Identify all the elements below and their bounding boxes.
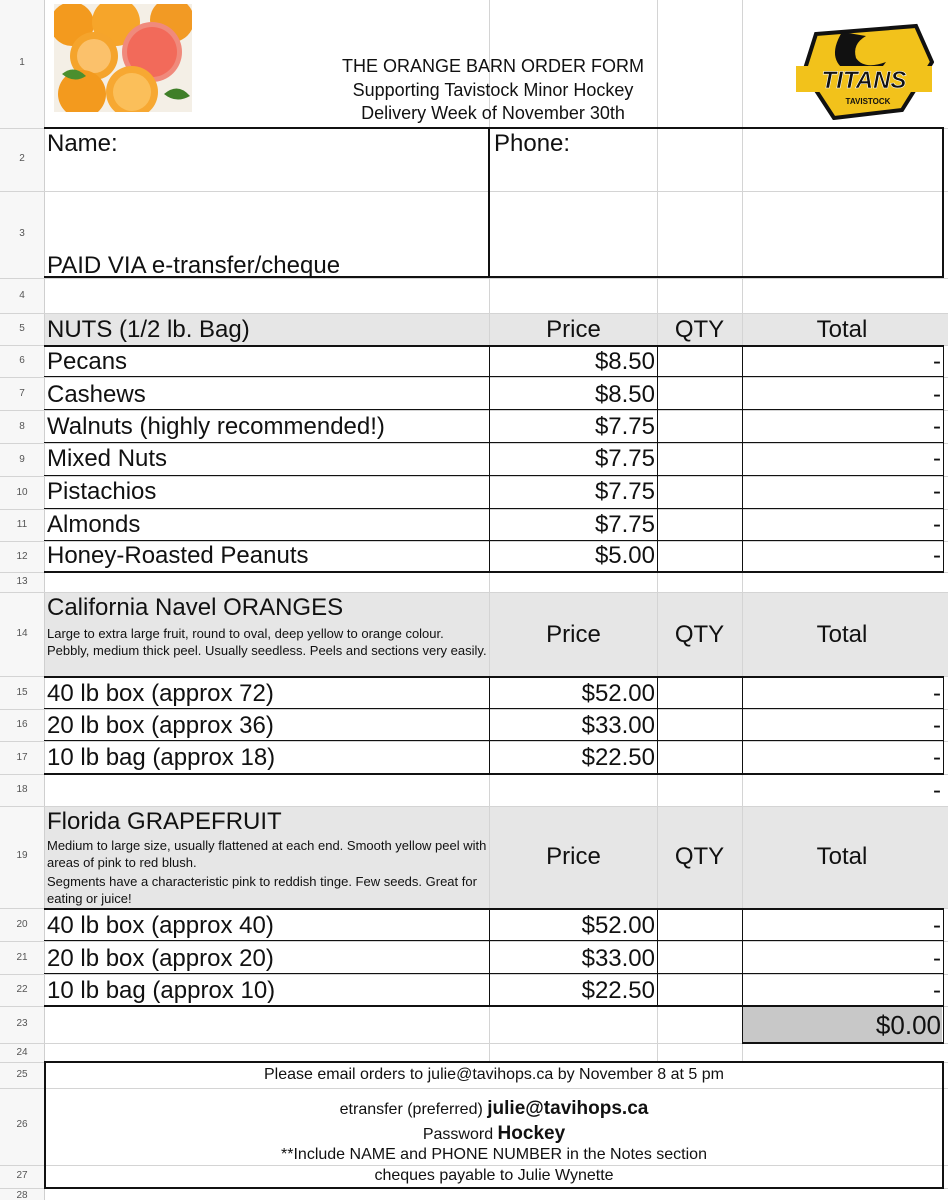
row-number: 8 [19,421,25,432]
titans-logo [794,22,934,120]
item-total: - [933,744,941,771]
price-column-header: Price [546,621,601,648]
oranges-description: Large to extra large fruit, round to oval, deep yellow to orange colour. Pebbly, medium thick peel. Usually seedless. Peels and sections very easily. [47,626,487,658]
row-number: 15 [16,687,28,698]
form-subtitle: Supporting Tavistock Minor Hockey [352,80,634,100]
paid-via-label: PAID VIA e-transfer/cheque [47,252,341,279]
qty-input[interactable] [658,741,742,773]
item-name: 20 lb box (approx 36) [47,712,274,739]
name-label: Name: [47,130,118,157]
logo-text: TITANS [821,67,907,94]
qty-input[interactable] [658,910,742,940]
etransfer-line [46,1098,942,1120]
qty-input[interactable] [658,444,742,475]
delivery-week: Delivery Week of November 30th [361,103,625,123]
row-number: 16 [16,719,28,730]
row-number: 2 [19,153,25,164]
grapefruit-description-1: Medium to large size, usually flattened at each end. Smooth yellow peel with areas of pink to red blush. [47,838,487,870]
item-total: - [933,712,941,739]
item-name: Mixed Nuts [47,445,168,472]
item-name: 40 lb box (approx 72) [47,680,274,707]
row-number: 19 [16,850,28,861]
item-total: - [933,413,941,440]
total-column-header: Total [816,316,868,343]
item-price: $22.50 [581,744,655,771]
password-value: Hockey [497,1123,566,1144]
price-column-header: Price [546,316,601,343]
item-price: $33.00 [581,712,655,739]
etransfer-email: julie@tavihops.ca [487,1098,649,1119]
row-number: 12 [16,551,28,562]
price-column-header: Price [546,843,601,870]
item-total: - [933,977,941,1004]
qty-input[interactable] [658,678,742,708]
row-number: 24 [16,1047,28,1058]
row-number: 3 [19,228,25,239]
item-price: $7.75 [594,511,655,538]
row-number: 20 [16,919,28,930]
qty-input[interactable] [658,941,742,973]
qty-column-header: QTY [674,621,725,648]
row-number: 10 [16,487,28,498]
row-number: 27 [16,1170,28,1181]
grapefruit-description-2: Segments have a characteristic pink to reddish tinge. Few seeds. Great for eating or juice! [47,874,477,906]
spacer-total: - [933,777,941,804]
item-total: - [933,478,941,505]
item-name: Walnuts (highly recommended!) [47,413,385,440]
oranges-photo [54,4,192,112]
oranges-section-title: California Navel ORANGES [47,594,344,621]
password-line [46,1123,942,1145]
item-total: - [933,511,941,538]
email-instructions: Please email orders to julie@tavihops.ca by November 8 at 5 pm [263,1066,724,1083]
nuts-section-title: NUTS (1/2 lb. Bag) [47,316,250,343]
item-price: $8.50 [594,348,655,375]
total-column-header: Total [816,621,868,648]
qty-input[interactable] [658,411,742,442]
row-number: 21 [16,952,28,963]
qty-input[interactable] [658,542,742,571]
notes-instructions: **Include NAME and PHONE NUMBER in the Notes section [281,1146,707,1163]
row-number: 25 [16,1069,28,1080]
qty-input[interactable] [658,974,742,1005]
item-price: $7.75 [594,445,655,472]
password-label: Password [422,1126,494,1143]
qty-input[interactable] [658,709,742,740]
row-number: 11 [16,519,28,530]
item-name: 10 lb bag (approx 10) [47,977,276,1004]
item-price: $22.50 [581,977,655,1004]
qty-input[interactable] [658,477,742,508]
name-field[interactable] [47,160,483,250]
phone-label: Phone: [494,130,571,157]
row-number: 14 [16,628,28,639]
logo-subtext: TAVISTOCK [845,97,891,106]
total-column-header: Total [816,843,868,870]
qty-input[interactable] [658,510,742,540]
row-number: 23 [16,1018,28,1029]
qty-column-header: QTY [674,843,725,870]
row-number: 9 [19,454,25,465]
row-number: 5 [19,323,25,334]
item-name: 40 lb box (approx 40) [47,912,274,939]
item-price: $5.00 [594,542,655,569]
row-number: 1 [19,57,25,68]
row-number: 13 [16,576,28,587]
item-name: Pistachios [47,478,157,505]
row-number: 18 [16,784,28,795]
item-price: $7.75 [594,478,655,505]
item-price: $52.00 [581,912,655,939]
item-price: $52.00 [581,680,655,707]
item-name: Pecans [47,348,128,375]
item-name: 10 lb bag (approx 18) [47,744,276,771]
qty-input[interactable] [658,347,742,376]
item-name: Honey-Roasted Peanuts [47,542,309,569]
item-total: - [933,348,941,375]
qty-column-header: QTY [674,316,725,343]
item-name: 20 lb box (approx 20) [47,945,274,972]
form-title: THE ORANGE BARN ORDER FORM [341,56,645,76]
etransfer-label: etransfer (preferred) [339,1101,483,1118]
item-total: - [933,445,941,472]
qty-input[interactable] [658,378,742,409]
row-number: 26 [16,1119,28,1130]
item-total: - [933,912,941,939]
item-total: - [933,381,941,408]
grand-total: $0.00 [875,1010,941,1040]
item-total: - [933,945,941,972]
item-name: Almonds [47,511,141,538]
item-price: $8.50 [594,381,655,408]
item-total: - [933,680,941,707]
row-number: 28 [16,1190,28,1201]
item-name: Cashews [47,381,146,408]
row-number: 17 [16,752,28,763]
row-number: 4 [19,290,25,301]
row-number: 22 [16,984,28,995]
item-price: $33.00 [581,945,655,972]
row-number: 7 [19,388,25,399]
item-price: $7.75 [594,413,655,440]
grapefruit-section-title: Florida GRAPEFRUIT [47,808,282,835]
cheque-instructions: cheques payable to Julie Wynette [374,1167,614,1184]
row-number: 6 [19,355,25,366]
item-total: - [933,542,941,569]
phone-field[interactable] [494,160,938,270]
